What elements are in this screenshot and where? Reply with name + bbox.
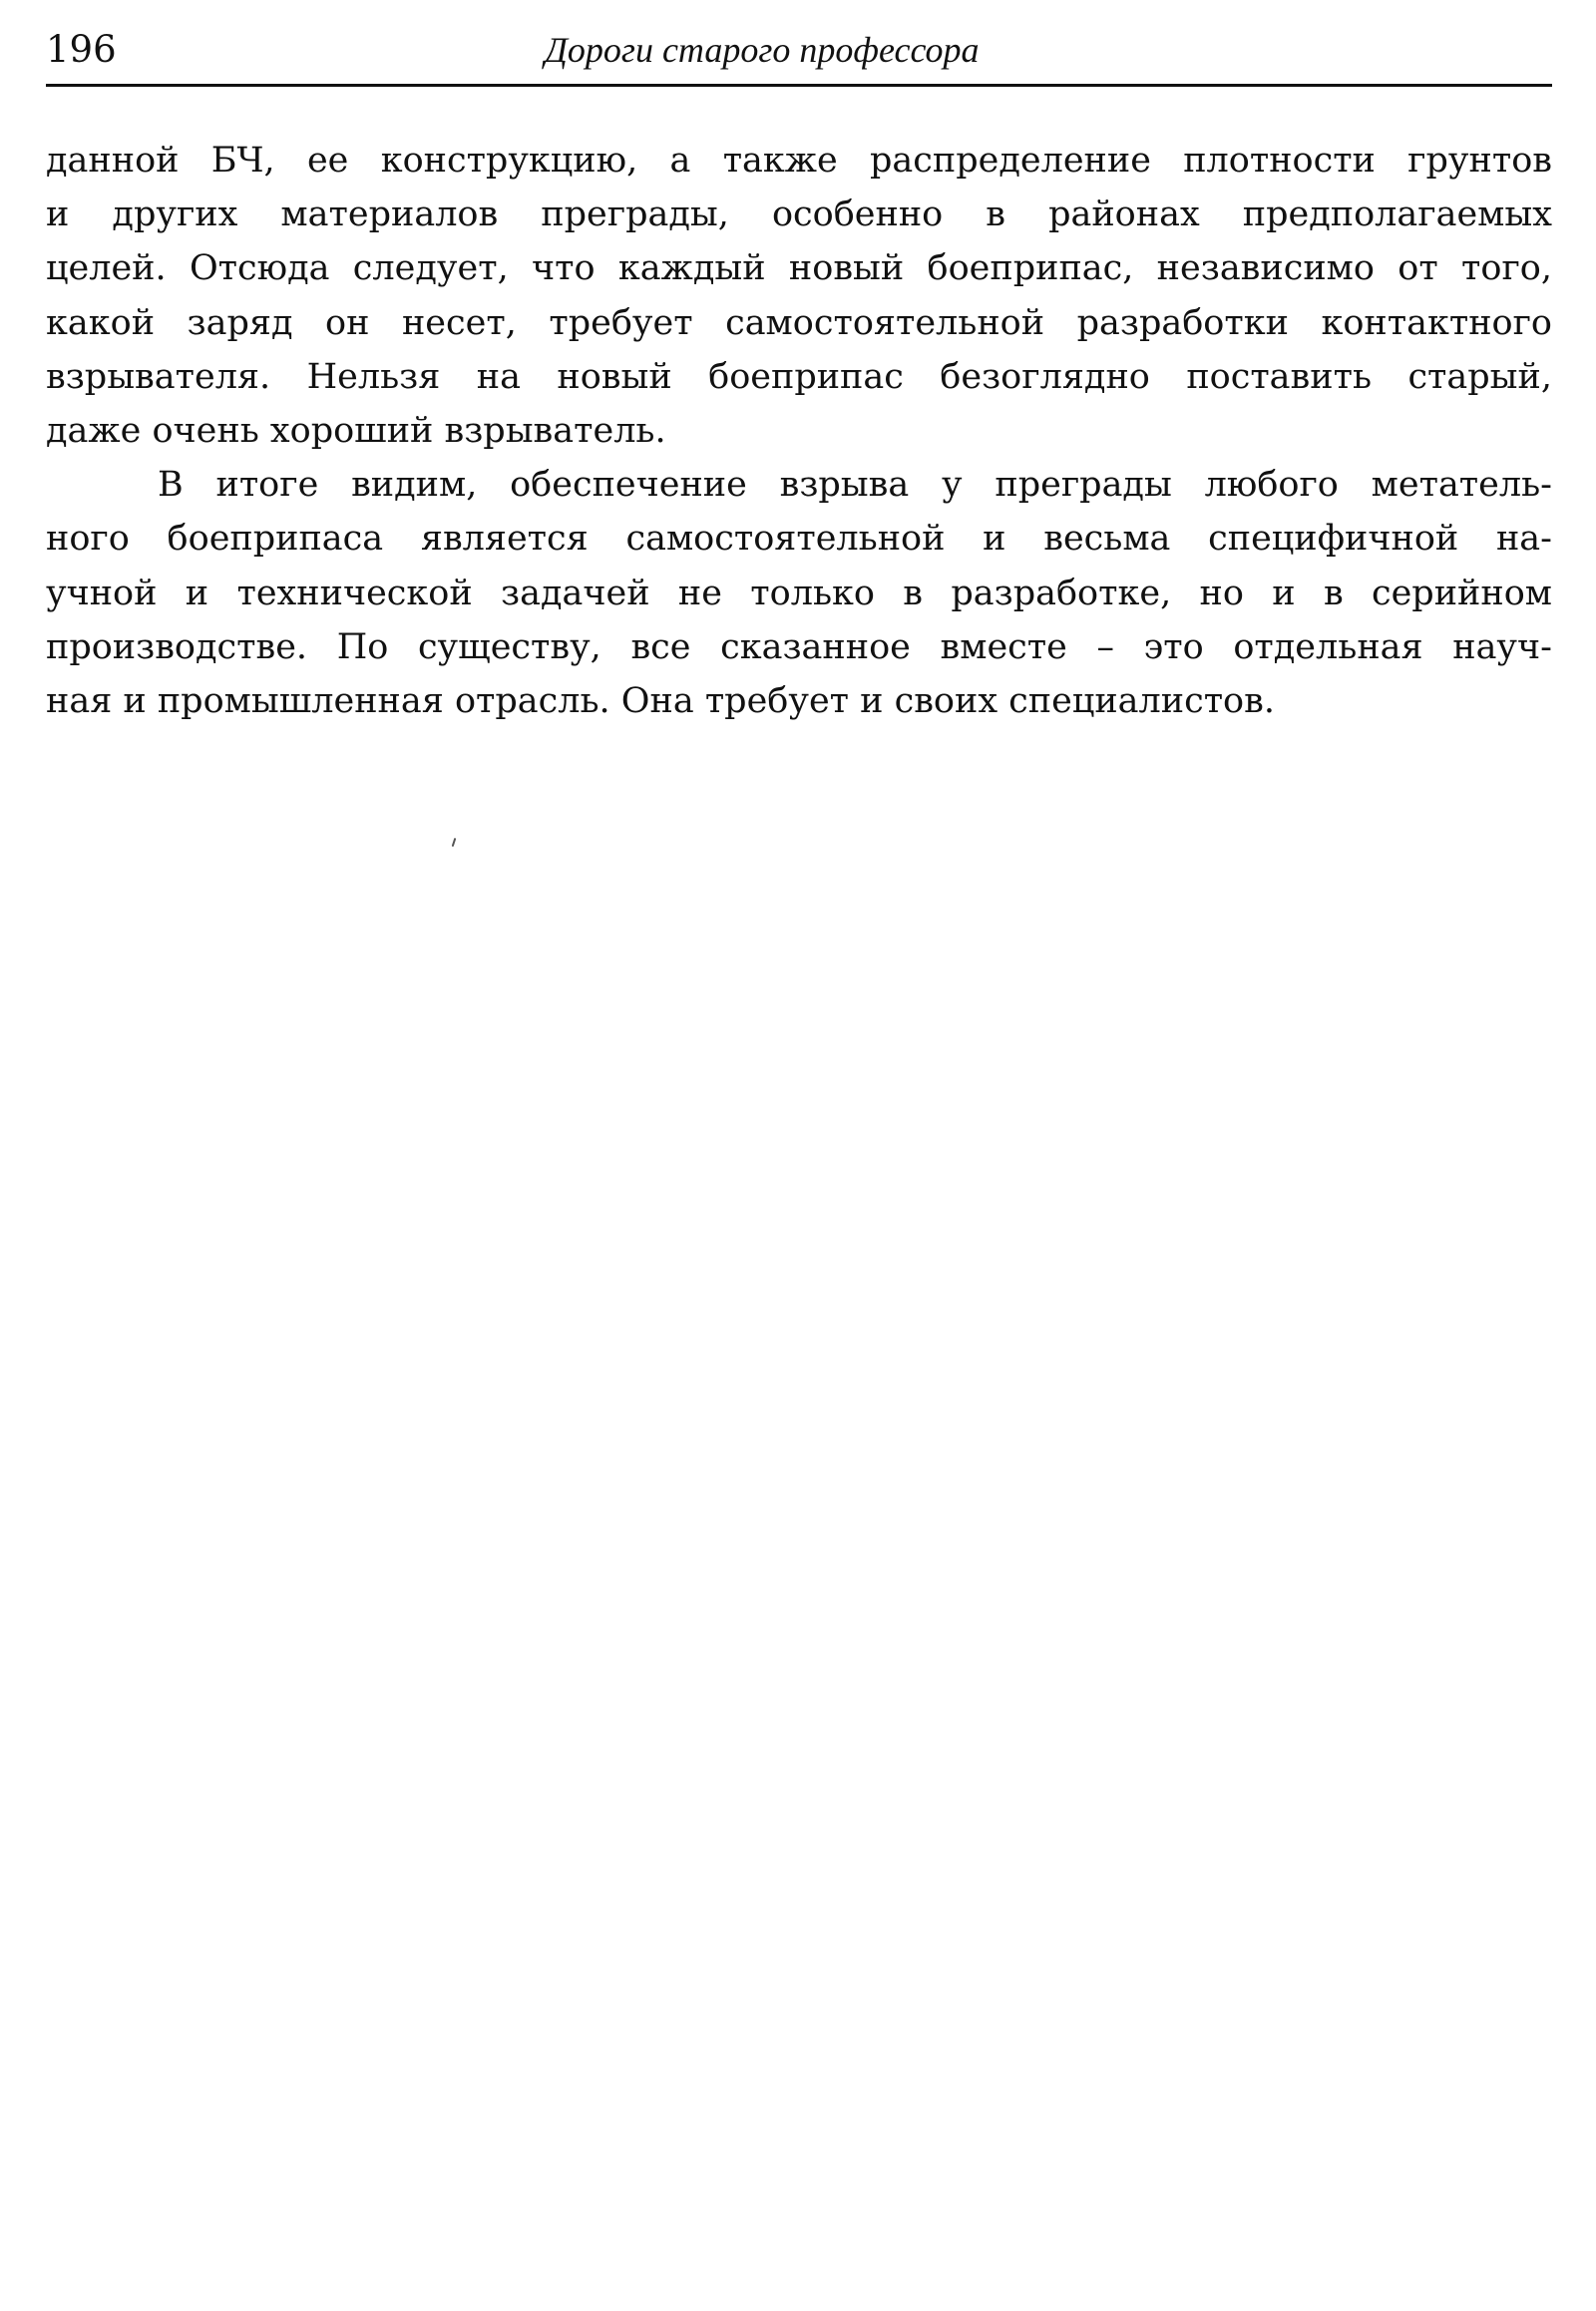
body-text — [46, 134, 1552, 728]
text-line: ная и промышленная отрасль. Она требует и своих специалистов. — [46, 680, 1275, 721]
running-header — [46, 24, 1552, 87]
scan-speck — [452, 838, 457, 847]
running-title: Дороги старого профессора — [545, 30, 980, 70]
paragraph-2 — [46, 458, 1552, 728]
text-line: целей. Отсюда следует, что каждый новый боеприпас, независимо от того, — [46, 248, 1552, 289]
text-line: В итоге видим, обеспечение взрыва у преграды любого метатель- — [158, 465, 1552, 506]
text-line: взрывателя. Нельзя на новый боеприпас безоглядно поставить старый, — [46, 356, 1552, 397]
text-line: и других материалов преграды, особенно в районах предполагаемых — [46, 194, 1552, 235]
text-line: даже очень хороший взрыватель. — [46, 410, 666, 451]
text-line: учной и технической задачей не только в разработке, но и в серийном — [46, 573, 1552, 613]
paragraph-1 — [46, 134, 1552, 458]
text-line: какой заряд он несет, требует самостоятельной разработки контактного — [46, 302, 1552, 343]
text-line: производстве. По существу, все сказанное вместе – это отдельная науч- — [46, 626, 1552, 667]
page-number: 196 — [46, 28, 117, 71]
text-line: данной БЧ, ее конструкцию, а также распределение плотности грунтов — [46, 141, 1552, 181]
text-line: ного боеприпаса является самостоятельной и весьма специфичной на- — [46, 519, 1552, 560]
